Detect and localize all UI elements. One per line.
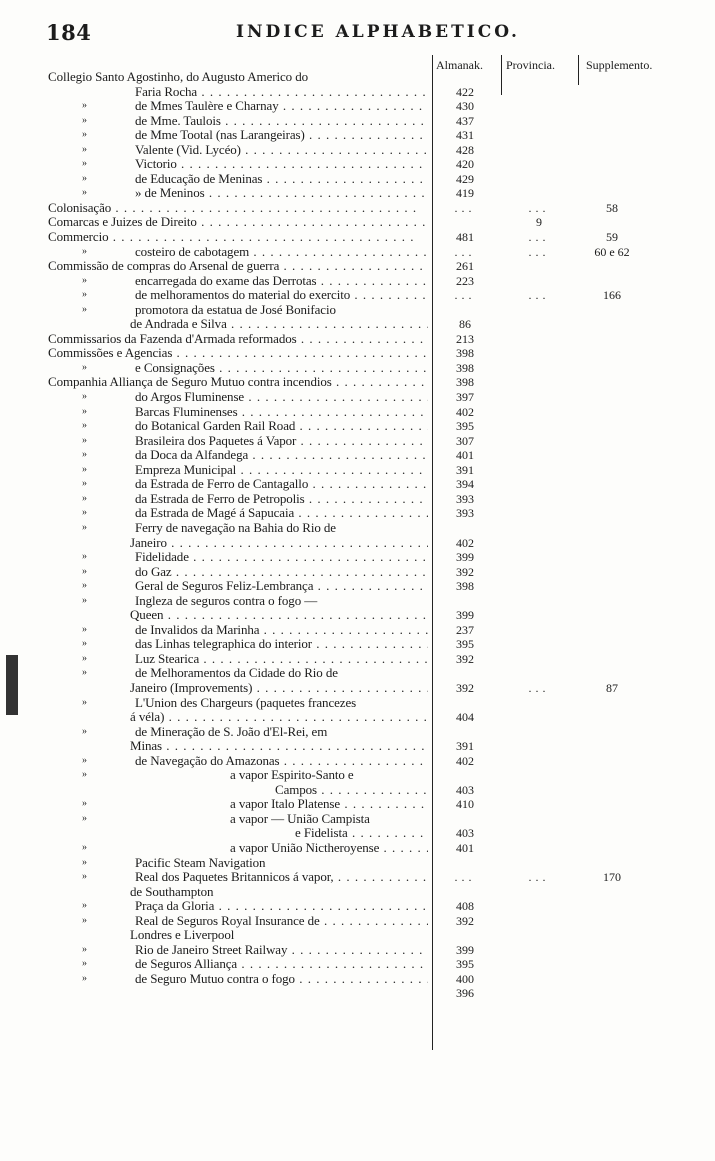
entry-text: do Argos Fluminense . . . [135, 390, 428, 405]
supplemento-page: 58 [606, 200, 618, 215]
almanak-page: 261 [456, 259, 474, 274]
entry-text: da Estrada de Ferro de Petropolis . . . [135, 492, 428, 507]
index-entry [0, 85, 715, 100]
index-entry [0, 346, 715, 361]
index-entry [0, 434, 715, 449]
index-entry [0, 274, 715, 289]
entry-text: de Invalidos da Marinha . . . [135, 623, 428, 638]
supplemento-page: 170 [603, 870, 621, 885]
entry-text: de Navegação do Amazonas . . . [135, 754, 428, 769]
index-entry [0, 303, 715, 318]
entry-text: Geral de Seguros Feliz-Lembrança . . . [135, 579, 428, 594]
almanak-page: 398 [456, 579, 474, 594]
entry-text: de Southampton [130, 884, 214, 899]
almanak-page: 392 [456, 564, 474, 579]
entry-text: Janeiro (Improvements) . . . [130, 681, 428, 696]
entry-text: de Educação de Meninas . . . [135, 172, 428, 187]
index-entry [0, 172, 715, 187]
index-entry [0, 768, 715, 783]
almanak-page: 391 [456, 739, 474, 754]
index-entry [0, 128, 715, 143]
provincia-page: ... [528, 680, 550, 695]
ditto-mark: » [82, 972, 87, 984]
ditto-mark: » [82, 798, 87, 810]
index-entry [0, 332, 715, 347]
index-entry [0, 157, 715, 172]
index-entry [0, 812, 715, 827]
ditto-mark: » [82, 405, 87, 417]
provincia-page: 9 [536, 215, 542, 230]
index-entry [0, 565, 715, 580]
entry-text: da Doca da Alfandega . . . [135, 448, 428, 463]
ditto-mark: » [82, 245, 87, 257]
almanak-page: 437 [456, 113, 474, 128]
entry-text: a vapor — União Campista [230, 811, 370, 826]
ditto-mark: » [82, 478, 87, 490]
ditto-mark: » [82, 580, 87, 592]
entry-text: L'Union des Chargeurs (paquetes francezes [135, 695, 357, 710]
almanak-page: 404 [456, 710, 474, 725]
entry-text: Londres e Liverpool [130, 928, 235, 943]
index-entry [0, 986, 715, 1001]
index-entry [0, 725, 715, 740]
supplemento-page: 87 [606, 680, 618, 695]
entry-text: Valente (Vid. Lycéo) . . . [135, 143, 428, 158]
entry-text: de Andrada e Silva . . . [130, 317, 428, 332]
almanak-page: 392 [456, 913, 474, 928]
running-title: INDICE ALPHABETICO. [236, 22, 520, 42]
index-entry [0, 477, 715, 492]
almanak-page: 429 [456, 171, 474, 186]
index-entry [0, 899, 715, 914]
index-entry [0, 710, 715, 725]
provincia-page: ... [528, 230, 550, 245]
entry-text: de Seguro Mutuo contra o fogo . . . [135, 972, 428, 987]
index-entry [0, 245, 715, 260]
ditto-mark: » [82, 507, 87, 519]
entry-text: Fidelidade . . . [135, 550, 428, 565]
entry-text: Comarcas e Juizes de Direito . . . [48, 215, 428, 230]
index-entry [0, 70, 715, 85]
provincia-page: ... [528, 870, 550, 885]
ditto-mark: » [82, 652, 87, 664]
ditto-mark: » [82, 623, 87, 635]
index-entry [0, 608, 715, 623]
entry-text: Ingleza de seguros contra o fogo — [135, 593, 318, 608]
almanak-page: ... [454, 288, 476, 303]
entry-text: Commercio . . . [48, 230, 414, 245]
entry-text: promotora da estatua de José Bonifacio [135, 302, 336, 317]
almanak-page: 400 [456, 971, 474, 986]
entry-text: Commissão de compras do Arsenal de guerra . . . [48, 259, 428, 274]
entry-text: encarregada do exame das Derrotas . . . [135, 274, 428, 289]
almanak-page: 420 [456, 157, 474, 172]
index-entry [0, 143, 715, 158]
entry-text: a vapor Espirito-Santo e [230, 768, 354, 783]
index-entry [0, 201, 715, 216]
almanak-page: 398 [456, 360, 474, 375]
index-entry [0, 448, 715, 463]
almanak-page: 393 [456, 506, 474, 521]
index-entry [0, 492, 715, 507]
index-entry [0, 536, 715, 551]
entry-text: Real de Seguros Royal Insurance de . . . [135, 914, 428, 929]
index-entry [0, 230, 715, 245]
entry-text: Empreza Municipal . . . [135, 463, 428, 478]
entry-text: da Estrada de Ferro de Cantagallo . . . [135, 477, 428, 492]
entry-text: da Estrada de Magé á Sapucaia . . . [135, 506, 428, 521]
almanak-page: 396 [456, 986, 474, 1001]
index-entry [0, 783, 715, 798]
entry-text: de Melhoramentos da Cidade do Rio de [135, 666, 338, 681]
index-entry [0, 114, 715, 129]
almanak-page: 237 [456, 622, 474, 637]
index-entry [0, 594, 715, 609]
index-entry [0, 623, 715, 638]
entry-text: e Consignações . . . [135, 361, 428, 376]
almanak-page: 393 [456, 491, 474, 506]
ditto-mark: » [82, 449, 87, 461]
index-entry [0, 928, 715, 943]
supplemento-page: 60 e 62 [594, 244, 630, 259]
entry-text: Commissarios da Fazenda d'Armada reformados . . . [48, 332, 428, 347]
index-entry [0, 885, 715, 900]
index-entry [0, 826, 715, 841]
entry-text: Rio de Janeiro Street Railway . . . [135, 943, 428, 958]
index-entry [0, 652, 715, 667]
index-entry [0, 637, 715, 652]
entry-text: de melhoramentos do material do exercito . . . [135, 288, 428, 303]
entry-text: Commissões e Agencias . . . [48, 346, 428, 361]
index-entry [0, 390, 715, 405]
index-entry [0, 754, 715, 769]
almanak-page: 481 [456, 230, 474, 245]
index-entry [0, 681, 715, 696]
ditto-mark: » [82, 391, 87, 403]
index-entry [0, 419, 715, 434]
ditto-mark: » [82, 187, 87, 199]
provincia-page: ... [528, 288, 550, 303]
index-entry [0, 317, 715, 332]
almanak-page: 399 [456, 942, 474, 957]
entry-text: Ferry de navegação na Bahia do Rio de [135, 520, 336, 535]
entry-text: e Fidelista . . . [295, 826, 428, 841]
index-entry [0, 550, 715, 565]
almanak-page: 401 [456, 448, 474, 463]
index-entry [0, 506, 715, 521]
almanak-page: ... [454, 244, 476, 259]
ditto-mark: » [82, 463, 87, 475]
ditto-mark: » [82, 871, 87, 883]
index-entry [0, 972, 715, 987]
almanak-page: 392 [456, 680, 474, 695]
ditto-mark: » [82, 565, 87, 577]
ditto-mark: » [82, 361, 87, 373]
almanak-page: 398 [456, 375, 474, 390]
entry-text: do Gaz . . . [135, 565, 428, 580]
ditto-mark: » [82, 289, 87, 301]
ditto-mark: » [82, 667, 87, 679]
entry-text: Praça da Gloria . . . [135, 899, 428, 914]
entry-text: de Mmes Taulère e Charnay . . . [135, 99, 428, 114]
index-entry [0, 215, 715, 230]
ditto-mark: » [82, 129, 87, 141]
entry-text: Queen . . . [130, 608, 428, 623]
entry-text: Janeiro . . . [130, 536, 428, 551]
almanak-page: 395 [456, 419, 474, 434]
index-entry [0, 797, 715, 812]
almanak-page: 307 [456, 433, 474, 448]
entry-text: Barcas Fluminenses . . . [135, 405, 428, 420]
ditto-mark: » [82, 638, 87, 650]
entry-text: de Seguros Alliança . . . [135, 957, 428, 972]
provincia-page: ... [528, 200, 550, 215]
index-entry [0, 579, 715, 594]
almanak-page: 395 [456, 637, 474, 652]
ditto-mark: » [82, 594, 87, 606]
almanak-page: 430 [456, 99, 474, 114]
almanak-page: ... [454, 870, 476, 885]
ditto-mark: » [82, 420, 87, 432]
column-header-supplemento: Supplemento. [586, 58, 653, 72]
page-number: 184 [46, 20, 92, 45]
index-entry [0, 521, 715, 536]
column-header-almanak: Almanak. [436, 58, 483, 72]
entry-text: Campos . . . [275, 783, 428, 798]
almanak-page: 422 [456, 84, 474, 99]
entry-text: Minas . . . [130, 739, 428, 754]
entry-text: de Mme Tootal (nas Larangeiras) . . . [135, 128, 428, 143]
almanak-page: 428 [456, 142, 474, 157]
almanak-page: 408 [456, 899, 474, 914]
almanak-page: 398 [456, 346, 474, 361]
ditto-mark: » [82, 158, 87, 170]
almanak-page: ... [454, 200, 476, 215]
entry-text: a vapor Italo Platense . . . [230, 797, 428, 812]
index-entries [0, 70, 715, 1001]
entry-text: á véla) . . . [130, 710, 428, 725]
ditto-mark: » [82, 274, 87, 286]
ditto-mark: » [82, 114, 87, 126]
index-entry [0, 463, 715, 478]
ditto-mark: » [82, 841, 87, 853]
almanak-page: 431 [456, 128, 474, 143]
almanak-page: 403 [456, 826, 474, 841]
ditto-mark: » [82, 943, 87, 955]
entry-text: costeiro de cabotagem . . . [135, 245, 428, 260]
ditto-mark: » [82, 769, 87, 781]
entry-text: do Botanical Garden Rail Road . . . [135, 419, 428, 434]
almanak-page: 399 [456, 608, 474, 623]
ditto-mark: » [82, 958, 87, 970]
almanak-page: 410 [456, 797, 474, 812]
index-entry [0, 375, 715, 390]
index-entry [0, 841, 715, 856]
almanak-page: 223 [456, 273, 474, 288]
ditto-mark: » [82, 100, 87, 112]
index-entry [0, 739, 715, 754]
almanak-page: 392 [456, 651, 474, 666]
ditto-mark: » [82, 172, 87, 184]
ditto-mark: » [82, 551, 87, 563]
entry-text: Real dos Paquetes Britannicos á vapor, . . . [135, 870, 428, 885]
index-entry [0, 957, 715, 972]
ditto-mark: » [82, 303, 87, 315]
entry-text: Pacific Steam Navigation [135, 855, 266, 870]
almanak-page: 394 [456, 477, 474, 492]
index-entry [0, 666, 715, 681]
provincia-page: ... [528, 244, 550, 259]
almanak-page: 395 [456, 957, 474, 972]
almanak-page: 399 [456, 550, 474, 565]
entry-text: Faria Rocha . . . [135, 85, 428, 100]
supplemento-page: 166 [603, 288, 621, 303]
ditto-mark: » [82, 521, 87, 533]
index-entry [0, 259, 715, 274]
index-entry [0, 870, 715, 885]
index-entry [0, 99, 715, 114]
ditto-mark: » [82, 434, 87, 446]
entry-text: Colonisação . . . [48, 201, 417, 216]
index-entry [0, 405, 715, 420]
entry-text: Collegio Santo Agostinho, do Augusto Americo do [48, 70, 308, 84]
entry-text: de Mme. Taulois . . . [135, 114, 428, 129]
almanak-page: 401 [456, 840, 474, 855]
entry-text: de Mineração de S. João d'El-Rei, em [135, 724, 328, 739]
almanak-page: 402 [456, 535, 474, 550]
ditto-mark: » [82, 754, 87, 766]
almanak-page: 391 [456, 462, 474, 477]
entry-text: Companhia Alliança de Seguro Mutuo contra incendios . . . [48, 375, 428, 390]
index-entry [0, 288, 715, 303]
almanak-page: 402 [456, 753, 474, 768]
entry-text: a vapor União Nictheroyense . . . [230, 841, 428, 856]
ditto-mark: » [82, 725, 87, 737]
column-header-provincia: Provincia. [506, 58, 555, 72]
almanak-page: 213 [456, 331, 474, 346]
ditto-mark: » [82, 914, 87, 926]
supplemento-page: 59 [606, 230, 618, 245]
index-entry [0, 856, 715, 871]
ditto-mark: » [82, 812, 87, 824]
ditto-mark: » [82, 696, 87, 708]
almanak-page: 403 [456, 782, 474, 797]
almanak-page: 402 [456, 404, 474, 419]
ditto-mark: » [82, 143, 87, 155]
entry-text: » de Meninos . . . [135, 186, 428, 201]
entry-text: Luz Stearica . . . [135, 652, 428, 667]
almanak-page: 419 [456, 186, 474, 201]
ditto-mark: » [82, 900, 87, 912]
almanak-page: 86 [459, 317, 471, 332]
entry-text: das Linhas telegraphica do interior . . . [135, 637, 428, 652]
index-entry [0, 943, 715, 958]
entry-text: Victorio . . . [135, 157, 428, 172]
index-entry [0, 361, 715, 376]
entry-text: Brasileira dos Paquetes á Vapor . . . [135, 434, 428, 449]
index-entry [0, 914, 715, 929]
index-entry [0, 696, 715, 711]
almanak-page: 397 [456, 390, 474, 405]
index-entry [0, 186, 715, 201]
ditto-mark: » [82, 856, 87, 868]
ditto-mark: » [82, 492, 87, 504]
